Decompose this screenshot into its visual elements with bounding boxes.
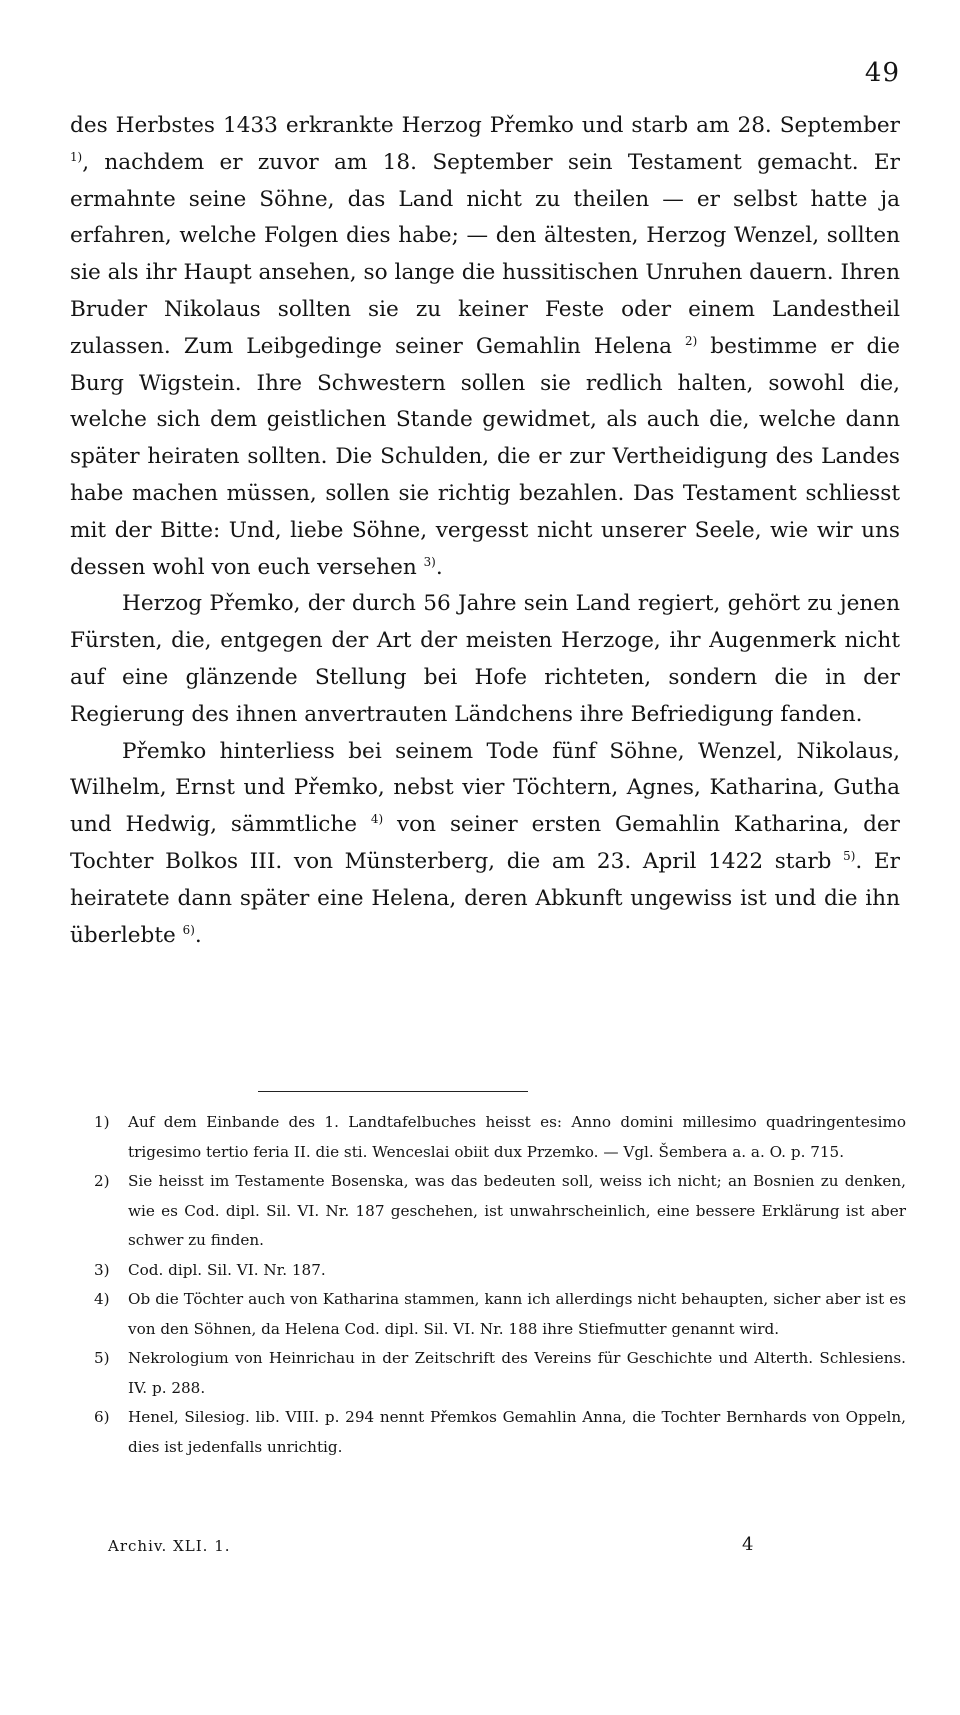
footnote-marker: 5) [94,1349,110,1367]
signature-mark: Archiv. XLI. 1. [108,1537,231,1555]
footnote-reference: 6) [182,922,195,937]
page-number: 49 [864,58,900,88]
text-run: , nachdem er zuvor am 18. September sein Testament gemacht. Er ermahnte seine Söhne, das Land nicht zu theilen — er selbst hatte ja erfahren, welche Folgen dies habe; — den ältesten, Herzog Wenzel, sollten sie als ihr Haupt ansehen, so lange die hussitischen Unruhen dauern. Ihren Bruder Nikolaus sollten sie zu keiner Feste oder einem Landestheil zulassen. Zum Leibgedinge seiner Gemahlin Helena [70,149,900,359]
footnote-text: Auf dem Einbande des 1. Landtafelbuches heisst es: Anno domini millesimo quadringentesimo trigesimo tertio feria II. die sti. Wenceslai obiit dux Przemko. — Vgl. Šembera a. a. O. p. 715. [128,1113,906,1161]
footnote-5 [94,1344,906,1403]
text-run: von seiner ersten Gemahlin Katharina, der Tochter Bolkos III. von Münsterberg, die am 23. April 1422 starb [70,812,900,874]
text-run: des Herbstes 1433 erkrankte Herzog Přemko und starb am 28. September [70,113,900,138]
footnote-2 [94,1167,906,1256]
text-run: . [435,554,443,580]
footnote-marker: 4) [94,1290,110,1308]
main-text [70,108,900,954]
text-run: Přemko hinterliess bei seinem Tode fünf Söhne, Wenzel, Nikolaus, Wilhelm, Ernst und Přemko, nebst vier Töchtern, Agnes, Katharina, Gutha und Hedwig, sämmtliche [70,738,900,838]
footnote-reference: 1) [70,149,83,164]
footnote-text: Sie heisst im Testamente Bosenska, was das bedeuten soll, weiss ich nicht; an Bosnien zu denken, wie es Cod. dipl. Sil. VI. Nr. 187 geschehen, ist unwahrscheinlich, eine bessere Erklärung ist aber schwer zu finden. [128,1172,906,1249]
footnote-6 [94,1403,906,1462]
footnote-reference: 5) [843,848,856,863]
footnote-text: Ob die Töchter auch von Katharina stammen, kann ich allerdings nicht behaupten, sicher aber ist es von den Söhnen, da Helena Cod. dipl. Sil. VI. Nr. 188 ihre Stiefmutter genannt wird. [128,1290,906,1338]
footnote-marker: 1) [94,1113,110,1131]
footnote-marker: 3) [94,1260,110,1279]
footnote-text: Cod. dipl. Sil. VI. Nr. 187. [128,1260,326,1279]
text-run: Herzog Přemko, der durch 56 Jahre sein Land regiert, gehört zu jenen Fürsten, die, entgegen der Art der meisten Herzoge, ihr Augenmerk nicht auf eine glänzende Stellung bei Hofe richteten, sondern die in der Regierung des ihnen anvertrauten Ländchens ihre Befriedigung fanden. [70,591,900,727]
footnote-marker: 6) [94,1408,110,1426]
footnote-reference: 4) [370,811,384,826]
footnote-4 [94,1285,906,1344]
footnote-3 [94,1256,906,1286]
footnote-1 [94,1108,906,1167]
footnote-text: Henel, Silesiog. lib. VIII. p. 294 nennt Přemkos Gemahlin Anna, die Tochter Bernhards von Oppeln, dies ist jedenfalls unrichtig. [128,1408,906,1456]
footnotes [94,1108,906,1462]
footnote-reference: 2) [685,333,698,348]
text-run: . Er heiratete dann später eine Helena, deren Abkunft ungewiss ist und die ihn überlebte [70,848,900,948]
footnote-divider [258,1091,528,1092]
footnote-reference: 3) [423,554,436,569]
text-run: bestimme er die Burg Wigstein. Ihre Schwestern sollen sie redlich halten, sowohl die, welche sich dem geistlichen Stande gewidmet, als auch die, welche dann später heiraten sollten. Die Schulden, die er zur Vertheidigung des Landes habe machen müssen, sollen sie richtig bezahlen. Das Testament schliesst mit der Bitte: Und, liebe Söhne, vergesst nicht unserer Seele, wie wir uns dessen wohl von euch versehen [70,333,900,580]
footnote-marker: 2) [94,1172,110,1190]
sheet-number: 4 [742,1534,754,1555]
text-run: . [194,922,202,948]
footnote-text: Nekrologium von Heinrichau in der Zeitschrift des Vereins für Geschichte und Alterth. Schlesiens. IV. p. 288. [128,1349,906,1397]
paragraph-2 [70,586,900,733]
paragraph-1 [70,108,900,586]
paragraph-3 [70,734,900,955]
